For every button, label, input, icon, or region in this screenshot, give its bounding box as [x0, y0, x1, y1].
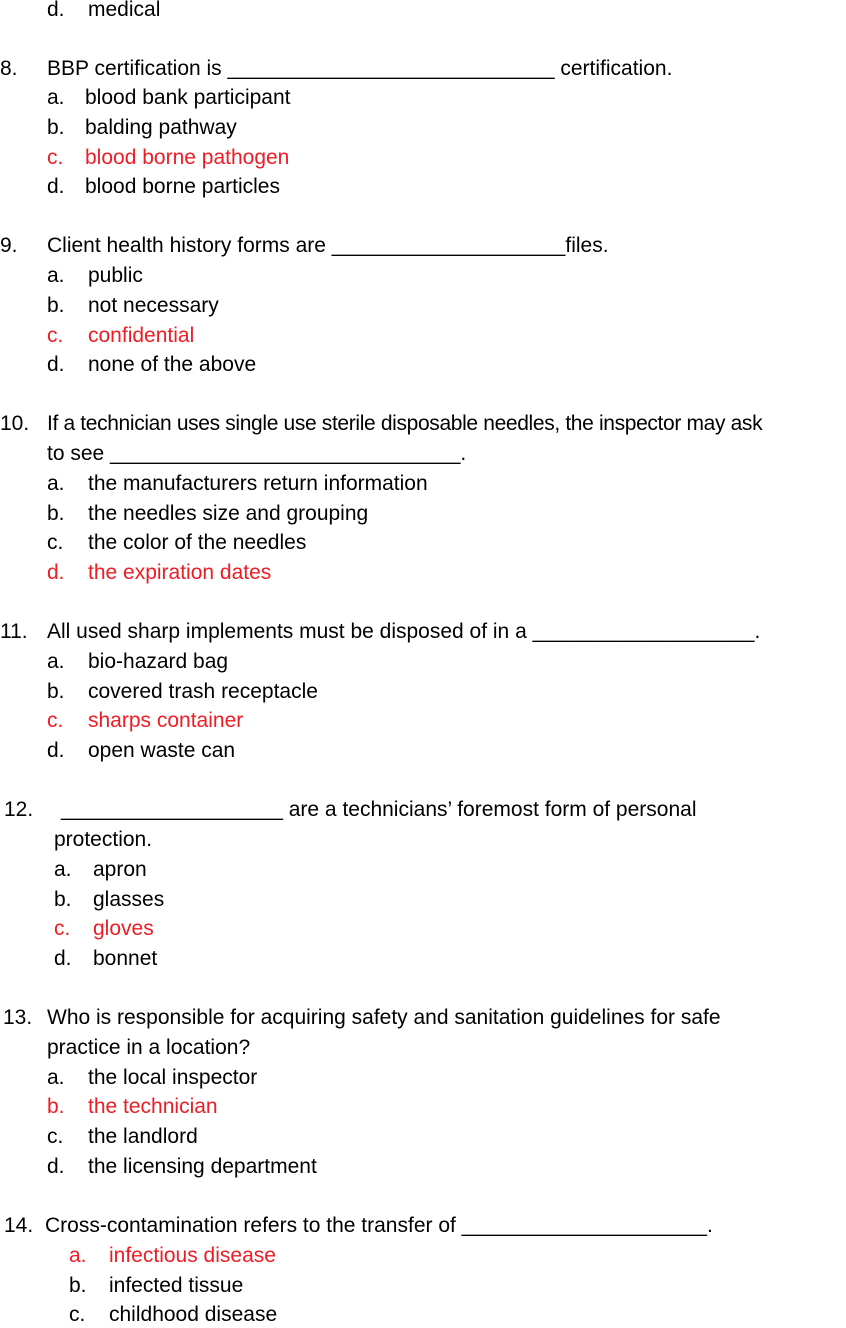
q13-number: 13.: [3, 1006, 33, 1029]
q9-option-a: public: [88, 264, 143, 287]
q12-option-a-letter: a.: [54, 858, 72, 881]
q12-stem-line1: ___________________ are a technicians’ foremost form of personal: [61, 798, 697, 821]
q10-option-a: the manufacturers return information: [88, 472, 428, 495]
q9-option-c-letter: c.: [47, 324, 64, 347]
q14-option-a-letter: a.: [69, 1244, 87, 1267]
q14-number: 14.: [4, 1214, 34, 1237]
q12-option-c-answer: gloves: [93, 917, 154, 940]
q10-stem-line2: to see ______________________________.: [47, 442, 467, 465]
q8-number: 8.: [0, 57, 18, 80]
q14-option-b-letter: b.: [69, 1274, 87, 1297]
q13-option-c-letter: c.: [47, 1125, 64, 1148]
q12-stem-line2: protection.: [54, 828, 153, 851]
q8-option-d-letter: d.: [47, 175, 65, 198]
q13-option-d: the licensing department: [88, 1155, 317, 1178]
q8-option-b-letter: b.: [47, 116, 65, 139]
q12-option-b-letter: b.: [54, 888, 72, 911]
q11-option-a: bio-hazard bag: [88, 650, 229, 673]
q9-option-d-letter: d.: [47, 353, 65, 376]
q11-option-c-answer: sharps container: [88, 709, 244, 732]
q11-option-b-letter: b.: [47, 680, 65, 703]
q9-option-b-letter: b.: [47, 294, 65, 317]
q13-option-d-letter: d.: [47, 1155, 65, 1178]
q10-option-c-letter: c.: [47, 531, 64, 554]
q9-option-b: not necessary: [88, 294, 219, 317]
q7-option-d-letter: d.: [47, 0, 65, 21]
q14-option-c: childhood disease: [109, 1303, 278, 1326]
q12-number: 12.: [4, 798, 34, 821]
q8-option-d: blood borne particles: [85, 175, 280, 198]
q12-option-d-letter: d.: [54, 947, 72, 970]
q13-option-a-letter: a.: [47, 1066, 65, 1089]
q13-option-b-answer: the technician: [88, 1095, 218, 1118]
q8-option-a: blood bank participant: [85, 86, 291, 109]
q8-option-c-answer: blood borne pathogen: [85, 146, 290, 169]
q8-option-b: balding pathway: [85, 116, 237, 139]
q8-option-c-letter: c.: [47, 146, 64, 169]
q9-option-d: none of the above: [88, 353, 257, 376]
q12-option-d: bonnet: [93, 947, 158, 970]
q10-option-d-letter: d.: [47, 561, 65, 584]
q12-option-b: glasses: [93, 888, 165, 911]
q10-option-d-answer: the expiration dates: [88, 561, 272, 584]
q13-option-a: the local inspector: [88, 1066, 258, 1089]
q10-option-c: the color of the needles: [88, 531, 307, 554]
q13-option-c: the landlord: [88, 1125, 198, 1148]
q9-number: 9.: [0, 234, 18, 257]
q13-stem-line2: practice in a location?: [47, 1036, 251, 1059]
q9-stem: Client health history forms are ____________________files.: [47, 234, 609, 257]
q12-option-c-letter: c.: [54, 917, 71, 940]
q10-option-b: the needles size and grouping: [88, 502, 369, 525]
q10-number: 10.: [0, 412, 30, 435]
q12-option-a: apron: [93, 858, 147, 881]
q14-option-c-letter: c.: [69, 1303, 86, 1326]
q11-option-b: covered trash receptacle: [88, 680, 318, 703]
q9-option-c-answer: confidential: [88, 324, 195, 347]
q10-option-b-letter: b.: [47, 502, 65, 525]
q8-stem: BBP certification is ____________________________ certification.: [47, 57, 673, 80]
q9-option-a-letter: a.: [47, 264, 65, 287]
q11-option-d: open waste can: [88, 739, 236, 762]
q14-option-a-answer: infectious disease: [109, 1244, 276, 1267]
q10-option-a-letter: a.: [47, 472, 65, 495]
q8-option-a-letter: a.: [47, 86, 65, 109]
q11-stem: All used sharp implements must be disposed of in a ___________________.: [47, 620, 761, 643]
q11-option-a-letter: a.: [47, 650, 65, 673]
q10-stem-line1: If a technician uses single use sterile disposable needles, the inspector may ask: [47, 412, 763, 435]
q11-number: 11.: [0, 620, 28, 643]
q14-stem: Cross-contamination refers to the transfer of _____________________.: [45, 1214, 713, 1237]
q14-option-b: infected tissue: [109, 1274, 244, 1297]
q13-option-b-letter: b.: [47, 1095, 65, 1118]
q11-option-d-letter: d.: [47, 739, 65, 762]
q11-option-c-letter: c.: [47, 709, 64, 732]
q7-option-d: medical: [88, 0, 161, 21]
q13-stem-line1: Who is responsible for acquiring safety and sanitation guidelines for safe: [47, 1006, 721, 1029]
